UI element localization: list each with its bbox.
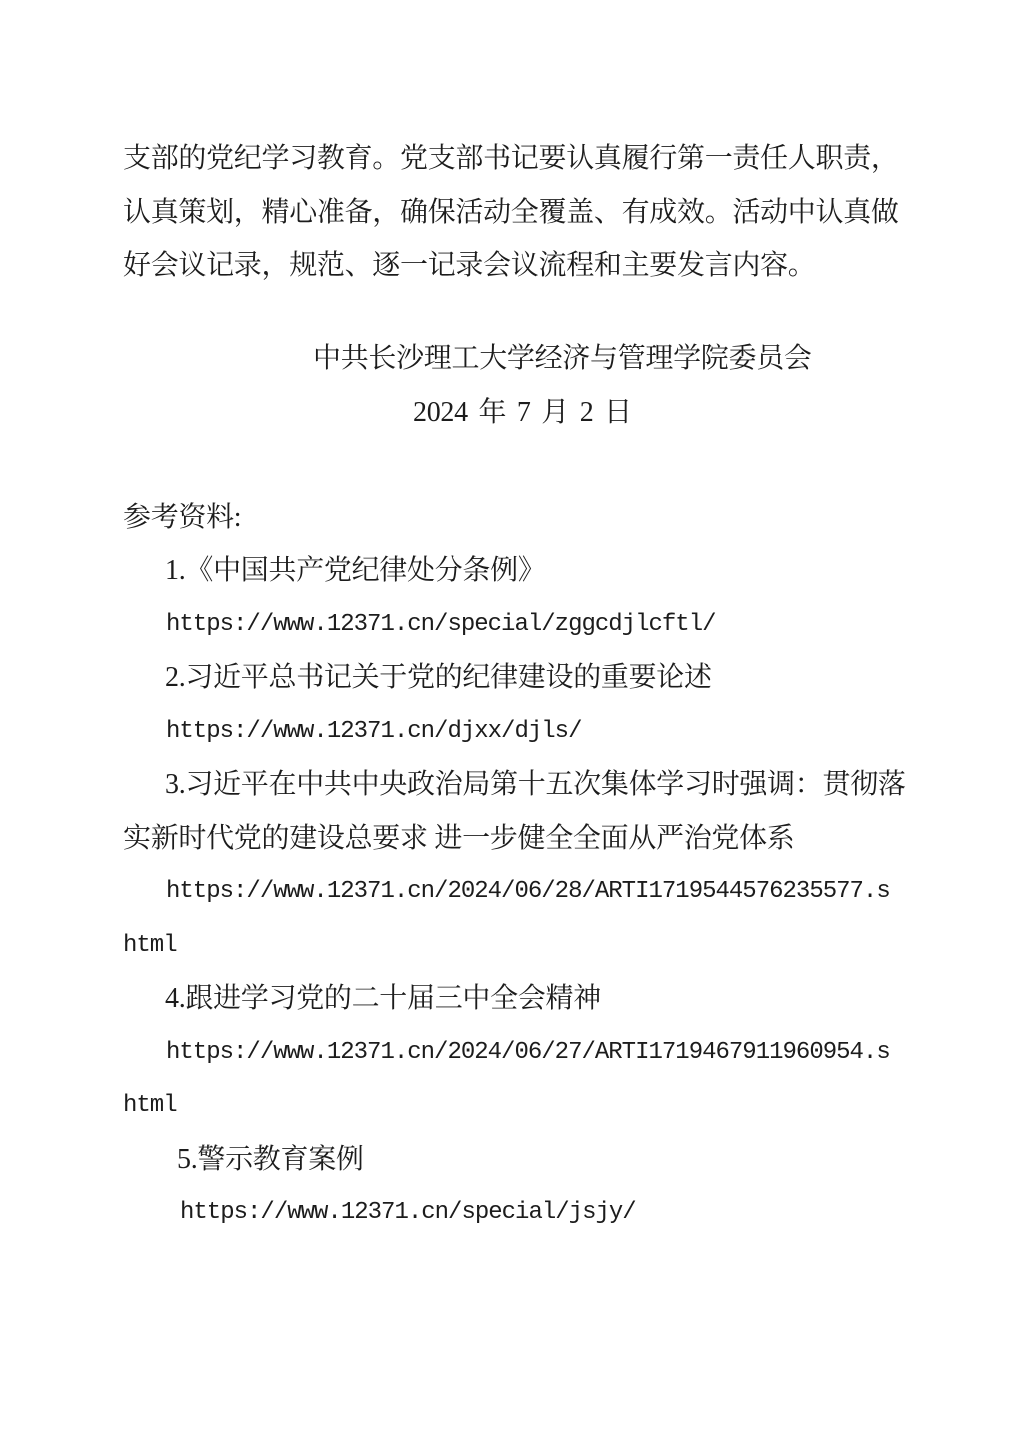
signature-committee: 中共长沙理工大学经济与管理学院委员会: [313, 342, 812, 374]
signature-date: 2024 年 7 月 2 日: [413, 397, 632, 428]
reference-url-line: https://www.12371.cn/2024/06/27/ARTI1719467911960954.s: [166, 1038, 890, 1066]
reference-title: 5.警示教育案例: [177, 1143, 364, 1175]
reference-url-line: https://www.12371.cn/special/zggcdjlcftl/: [166, 610, 716, 638]
reference-title-continuation: 实新时代党的建设总要求 进一步健全全面从严治党体系: [123, 822, 795, 854]
reference-title: 3.习近平在中共中央政治局第十五次集体学习时强调：贯彻落: [165, 769, 906, 800]
body-line: 支部的党纪学习教育。党支部书记要认真履行第一责任人职责，: [123, 143, 899, 174]
reference-url-line: https://www.12371.cn/special/jsjy/: [180, 1199, 636, 1226]
reference-item: [123, 1133, 924, 1240]
reference-item: [123, 544, 924, 651]
signature-block: [123, 332, 924, 440]
reference-url-continuation: html: [123, 1092, 177, 1119]
body-paragraph: [123, 132, 924, 293]
references-section: [123, 491, 924, 1240]
reference-title: 4.跟进学习党的二十届三中全会精神: [165, 983, 601, 1014]
body-line: 认真策划，精心准备，确保活动全覆盖、有成效。活动中认真做: [123, 196, 899, 228]
reference-item: [123, 651, 924, 758]
reference-item: [123, 972, 924, 1133]
reference-url-line: https://www.12371.cn/djxx/djls/: [166, 717, 582, 745]
reference-url-line: https://www.12371.cn/2024/06/28/ARTI1719544576235577.s: [166, 878, 890, 905]
reference-title: 1.《中国共产党纪律处分条例》: [165, 555, 546, 586]
references-heading: 参考资料:: [123, 501, 242, 533]
reference-title: 2.习近平总书记关于党的纪律建设的重要论述: [165, 662, 712, 693]
reference-url-continuation: html: [123, 931, 177, 959]
body-line: 好会议记录，规范、逐一记录会议流程和主要发言内容。: [123, 250, 816, 281]
reference-item: [123, 758, 924, 972]
